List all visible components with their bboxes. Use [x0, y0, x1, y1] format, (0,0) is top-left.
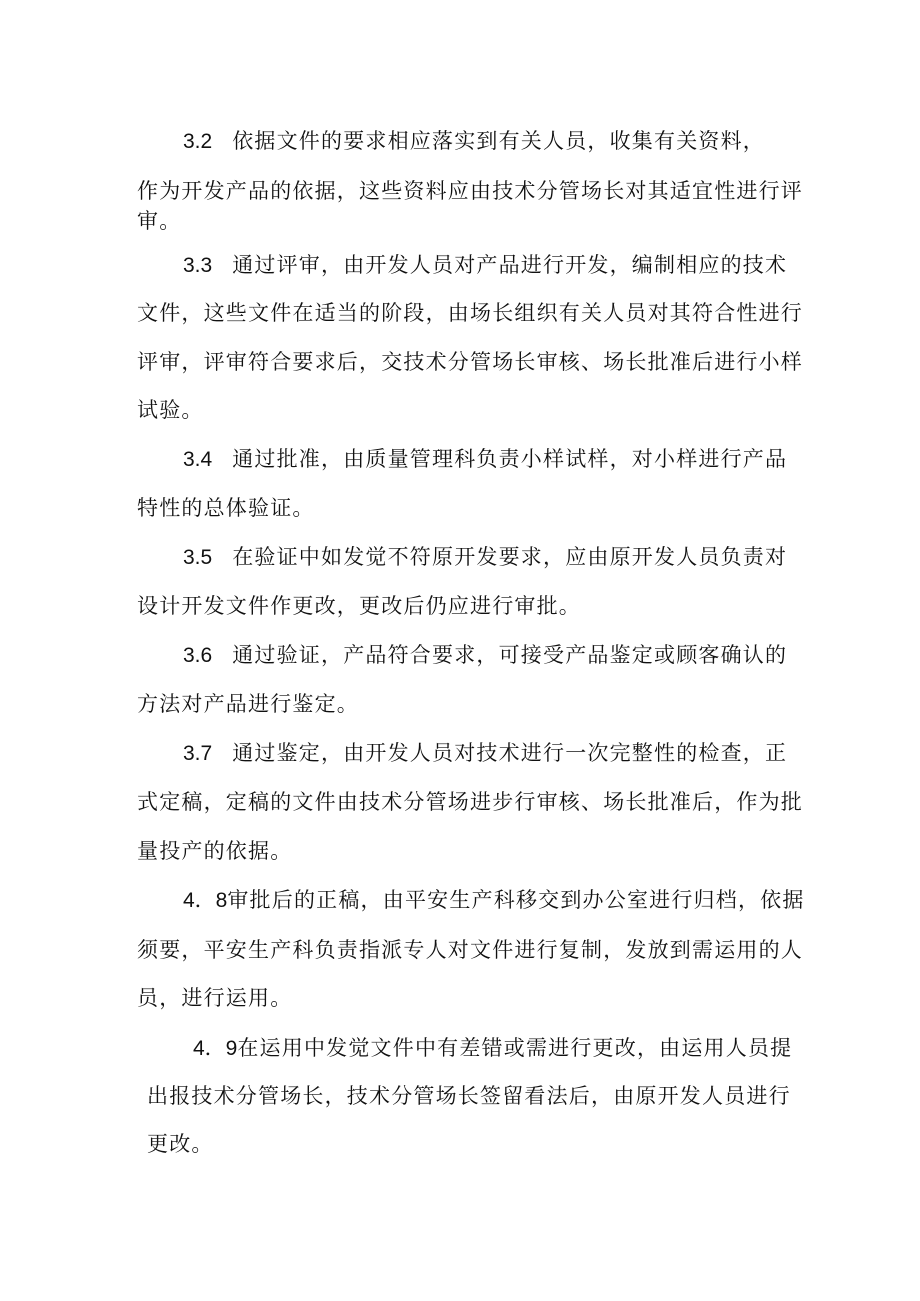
paragraph-3-7-line-3: 量投产的依据。 [137, 839, 293, 863]
paragraph-3-3-line-3: 评审，评审符合要求后，交技术分管场长审核、场长批准后进行小样 [137, 350, 803, 374]
paragraph-4-9-line-3: 更改。 [147, 1132, 214, 1156]
section-number: 4．9 [193, 1037, 238, 1060]
paragraph-3-5-line-1: 3.5 在验证中如发觉不符原开发要求，应由原开发人员负责对 [183, 545, 788, 569]
paragraph-3-2-line-3: 审。 [137, 209, 182, 233]
paragraph-4-8-line-3: 员，进行运用。 [137, 986, 293, 1010]
paragraph-4-8-line-1: 4．8审批后的正稿，由平安生产科移交到办公室进行归档，依据 [183, 888, 805, 912]
section-number: 3.5 [183, 546, 213, 569]
paragraph-3-5-line-2: 设计开发文件作更改，更改后仍应进行审批。 [137, 594, 581, 618]
paragraph-3-3-line-1: 3.3 通过评审，由开发人员对产品进行开发，编制相应的技术 [183, 253, 788, 277]
paragraph-3-3-line-2: 文件，这些文件在适当的阶段，由场长组织有关人员对其符合性进行 [137, 301, 803, 325]
section-number: 3.3 [183, 254, 213, 277]
paragraph-3-6-line-1: 3.6 通过验证，产品符合要求，可接受产品鉴定或顾客确认的 [183, 643, 788, 667]
section-number: 4．8 [183, 889, 228, 912]
paragraph-4-9-line-2: 出报技术分管场长，技术分管场长签留看法后，由原开发人员进行 [147, 1084, 791, 1108]
paragraph-3-2-line-1: 3.2 依据文件的要求相应落实到有关人员，收集有关资料， [183, 129, 766, 153]
paragraph-3-3-line-4: 试验。 [137, 398, 204, 422]
paragraph-3-7-line-1: 3.7 通过鉴定，由开发人员对技术进行一次完整性的检查，正 [183, 741, 788, 765]
section-number: 3.6 [183, 644, 213, 667]
paragraph-3-7-line-2: 式定稿，定稿的文件由技术分管场进步行审核、场长批准后，作为批 [137, 790, 803, 814]
section-number: 3.7 [183, 742, 213, 765]
paragraph-3-6-line-2: 方法对产品进行鉴定。 [137, 692, 359, 716]
paragraph-4-9-line-1: 4．9在运用中发觉文件中有差错或需进行更改，由运用人员提 [193, 1036, 793, 1060]
paragraph-3-2-line-2: 作为开发产品的依据，这些资料应由技术分管场长对其适宜性进行评 [137, 179, 803, 203]
paragraph-4-8-line-2: 须要，平安生产科负责指派专人对文件进行复制，发放到需运用的人 [137, 938, 803, 962]
section-number: 3.2 [183, 130, 213, 153]
paragraph-3-4-line-1: 3.4 通过批准，由质量管理科负责小样试样，对小样进行产品 [183, 447, 788, 471]
section-number: 3.4 [183, 448, 213, 471]
paragraph-3-4-line-2: 特性的总体验证。 [137, 496, 315, 520]
